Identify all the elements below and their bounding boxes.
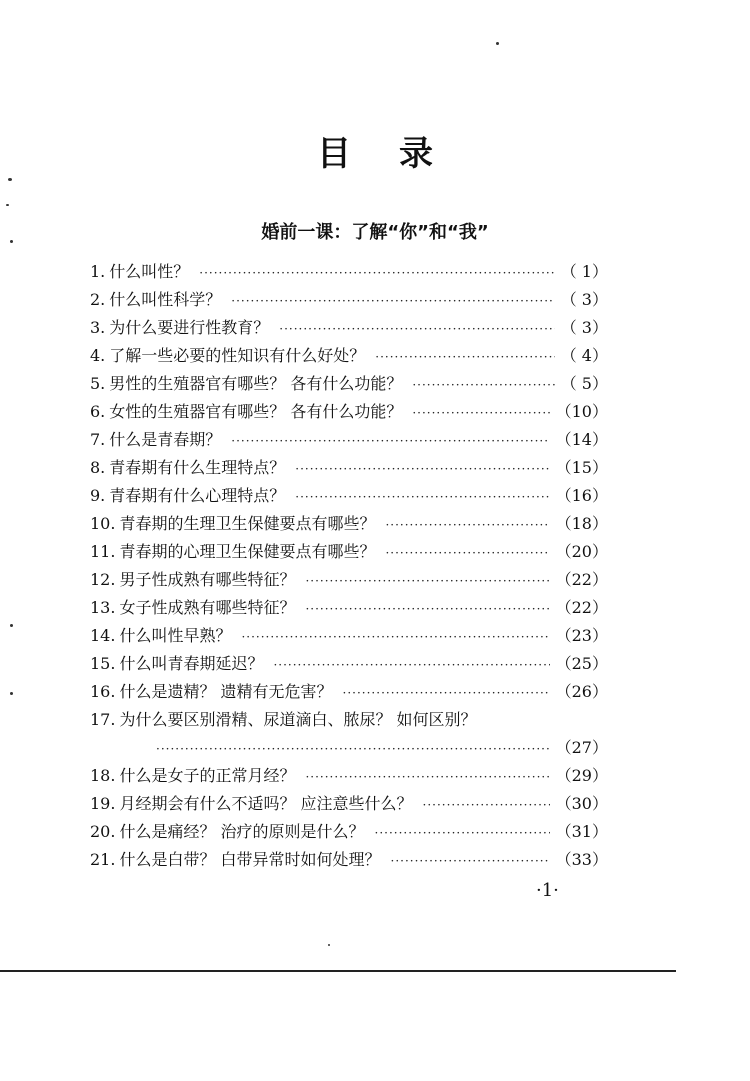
entry-title: 月经期会有什么不适吗？ 应注意些什么？: [119, 794, 413, 813]
entry-title: 青春期的心理卫生保健要点有哪些？: [119, 542, 376, 561]
toc-entry-13: [90, 594, 608, 622]
table-of-contents: [90, 258, 608, 874]
entry-number: 4.: [90, 346, 106, 365]
entry-title: 什么叫青春期延迟？: [119, 654, 264, 673]
entry-number: 11.: [90, 542, 116, 561]
title-char-1: 目: [317, 134, 351, 174]
entry-title: 什么是青春期？: [109, 430, 222, 449]
toc-entry-19: [90, 790, 608, 818]
toc-entry-11: [90, 538, 608, 566]
entry-title: 女子性成熟有哪些特征？: [119, 598, 296, 617]
dot-leader: [156, 735, 550, 763]
entry-number: 15.: [90, 654, 116, 673]
entry-title: 什么是女子的正常月经？: [119, 766, 296, 785]
entry-title: 为什么要进行性教育？: [109, 318, 270, 337]
entry-page: （30）: [555, 794, 608, 813]
dot-leader: [412, 399, 549, 427]
scan-speck: [328, 944, 330, 946]
dot-leader: [305, 763, 549, 791]
entry-title: 什么是遗精？ 遗精有无危害？: [119, 682, 333, 701]
entry-title: 为什么要区别滑精、尿道滴白、脓尿？ 如何区别？: [119, 710, 477, 729]
scan-speck: [10, 692, 13, 695]
scan-speck: [6, 204, 9, 206]
dot-leader: [273, 651, 549, 679]
entry-number: 12.: [90, 570, 116, 589]
toc-entry-2: [90, 286, 608, 314]
entry-number: 21.: [90, 850, 116, 869]
entry-page: （23）: [555, 626, 608, 645]
entry-number: 13.: [90, 598, 116, 617]
entry-title: 女性的生殖器官有哪些？ 各有什么功能？: [109, 402, 403, 421]
entry-title: 青春期的生理卫生保健要点有哪些？: [119, 514, 376, 533]
dot-leader: [199, 259, 554, 287]
dot-leader: [375, 343, 554, 371]
toc-entry-1: [90, 258, 608, 286]
dot-leader: [391, 847, 550, 875]
toc-entry-12: [90, 566, 608, 594]
section-heading: 婚前一课：了解“你”和“我”: [261, 222, 489, 243]
dot-leader: [295, 455, 549, 483]
entry-title: 青春期有什么心理特点？: [109, 486, 286, 505]
toc-entry-17: [90, 706, 608, 734]
entry-page: （27）: [555, 738, 608, 757]
entry-page: （31）: [555, 822, 608, 841]
toc-entry-20: [90, 818, 608, 846]
entry-number: 18.: [90, 766, 116, 785]
entry-page: （18）: [555, 514, 608, 533]
entry-page: （10）: [555, 402, 608, 421]
scan-speck: [10, 624, 13, 627]
entry-title: 了解一些必要的性知识有什么好处？: [109, 346, 366, 365]
entry-page: （29）: [555, 766, 608, 785]
entry-page: （20）: [555, 542, 608, 561]
page-title: [0, 126, 750, 175]
dot-leader: [375, 819, 550, 847]
toc-entry-21: [90, 846, 608, 874]
entry-title: 什么叫性科学？: [109, 290, 222, 309]
entry-page: （22）: [555, 570, 608, 589]
dot-leader: [231, 427, 549, 455]
entry-page: （22）: [555, 598, 608, 617]
entry-page: （ 4）: [560, 346, 608, 365]
entry-number: 19.: [90, 794, 116, 813]
toc-entry-6: [90, 398, 608, 426]
dot-leader: [279, 315, 554, 343]
entry-title: 男性的生殖器官有哪些？ 各有什么功能？: [109, 374, 403, 393]
entry-page: （ 1）: [560, 262, 608, 281]
dot-leader: [231, 287, 554, 315]
entry-page: （ 3）: [560, 290, 608, 309]
entry-page: （15）: [555, 458, 608, 477]
entry-number: 7.: [90, 430, 106, 449]
toc-entry-17-continuation: [90, 734, 608, 762]
entry-number: 14.: [90, 626, 116, 645]
dot-leader: [295, 483, 549, 511]
dot-leader: [385, 511, 549, 539]
entry-page: （ 3）: [560, 318, 608, 337]
toc-entry-16: [90, 678, 608, 706]
entry-number: 3.: [90, 318, 106, 337]
entry-title: 什么叫性？: [109, 262, 190, 281]
entry-number: 2.: [90, 290, 106, 309]
dot-leader: [385, 539, 549, 567]
dot-leader: [423, 791, 550, 819]
toc-entry-18: [90, 762, 608, 790]
entry-title: 什么是白带？ 白带异常时如何处理？: [119, 850, 381, 869]
toc-entry-9: [90, 482, 608, 510]
toc-entry-15: [90, 650, 608, 678]
entry-number: 17.: [90, 710, 116, 729]
scan-speck: [10, 240, 13, 243]
entry-page: （ 5）: [560, 374, 608, 393]
toc-entry-7: [90, 426, 608, 454]
entry-number: 10.: [90, 514, 116, 533]
entry-number: 8.: [90, 458, 106, 477]
entry-title: 青春期有什么生理特点？: [109, 458, 286, 477]
entry-title: 什么是痛经？ 治疗的原则是什么？: [119, 822, 365, 841]
dot-leader: [343, 679, 550, 707]
entry-page: （14）: [555, 430, 608, 449]
dot-leader: [305, 595, 549, 623]
entry-page: （33）: [555, 850, 608, 869]
toc-entry-14: [90, 622, 608, 650]
dot-leader: [305, 567, 549, 595]
entry-title: 男子性成熟有哪些特征？: [119, 570, 296, 589]
scan-speck: [8, 178, 12, 181]
entry-page: （26）: [555, 682, 608, 701]
toc-entry-8: [90, 454, 608, 482]
title-char-2: 录: [399, 134, 433, 174]
bottom-rule: [0, 970, 676, 972]
entry-title: 什么叫性早熟？: [119, 626, 232, 645]
entry-page: （16）: [555, 486, 608, 505]
entry-number: 16.: [90, 682, 116, 701]
dot-leader: [241, 623, 549, 651]
toc-entry-3: [90, 314, 608, 342]
toc-entry-5: [90, 370, 608, 398]
entry-number: 5.: [90, 374, 106, 393]
scan-speck: [496, 42, 499, 45]
page-number: ·1·: [536, 880, 559, 901]
dot-leader: [412, 371, 554, 399]
entry-number: 6.: [90, 402, 106, 421]
toc-entry-4: [90, 342, 608, 370]
toc-entry-10: [90, 510, 608, 538]
entry-number: 1.: [90, 262, 106, 281]
entry-page: （25）: [555, 654, 608, 673]
entry-number: 20.: [90, 822, 116, 841]
entry-number: 9.: [90, 486, 106, 505]
